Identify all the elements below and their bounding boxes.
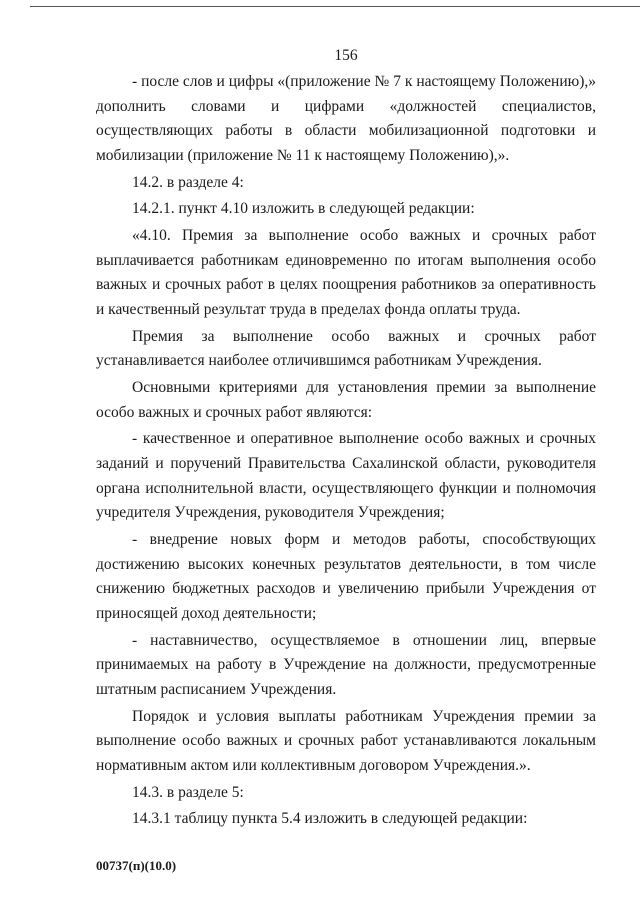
paragraph: - после слов и цифры «(приложение № 7 к настоящему Положению),» дополнить словами и цифрами «должностей специалистов, осуществляющих работы в области мобилизационной подготовки и мобилизации (приложение № 11 к настоящему Положению),». <box>96 73 596 164</box>
page-number: 156 <box>334 47 358 64</box>
paragraph: 14.3. в разделе 5: <box>132 783 244 801</box>
paragraph: «4.10. Премия за выполнение особо важных и срочных работ выплачивается работникам единовременно по итогам выполнения особо важных и срочных работ в целях поощрения работников за оперативность и качественный результат труда в пределах фонда оплаты труда. <box>96 227 596 318</box>
paragraph: Основными критериями для установления премии за выполнение особо важных и срочных работ являются: <box>96 379 596 421</box>
paragraph: 14.2. в разделе 4: <box>132 173 244 191</box>
paragraph: - качественное и оперативное выполнение особо важных и срочных заданий и поручений Правительства Сахалинской области, руководителя органа исполнительной власти, осуществляющего функции и полномочия учредителя Учреждения, руководителя Учреждения; <box>96 430 596 522</box>
paragraph: - наставничество, осуществляемое в отношении лиц, впервые принимаемых на работу в Учреждение на должности, предусмотренные штатным расписанием Учреждения. <box>96 631 596 698</box>
paragraph: 14.2.1. пункт 4.10 изложить в следующей редакции: <box>132 200 475 218</box>
paragraph: 14.3.1 таблицу пункта 5.4 изложить в следующей редакции: <box>132 810 528 828</box>
paragraph: Премия за выполнение особо важных и срочных работ устанавливается наиболее отличившимся работникам Учреждения. <box>96 327 596 370</box>
paragraph: - внедрение новых форм и методов работы, способствующих достижению высоких конечных результатов деятельности, в том числе снижению бюджетных расходов и увеличению прибыли Учреждения от приносящей доход деятельности; <box>96 531 596 622</box>
document-code: 00737(п)(10.0) <box>96 858 177 873</box>
document-body <box>96 70 596 834</box>
top-scan-rule <box>30 6 640 7</box>
paragraph: Порядок и условия выплаты работникам Учреждения премии за выполнение особо важных и срочных работ устанавливаются локальным нормативным актом или коллективным договором Учреждения.». <box>96 707 596 774</box>
